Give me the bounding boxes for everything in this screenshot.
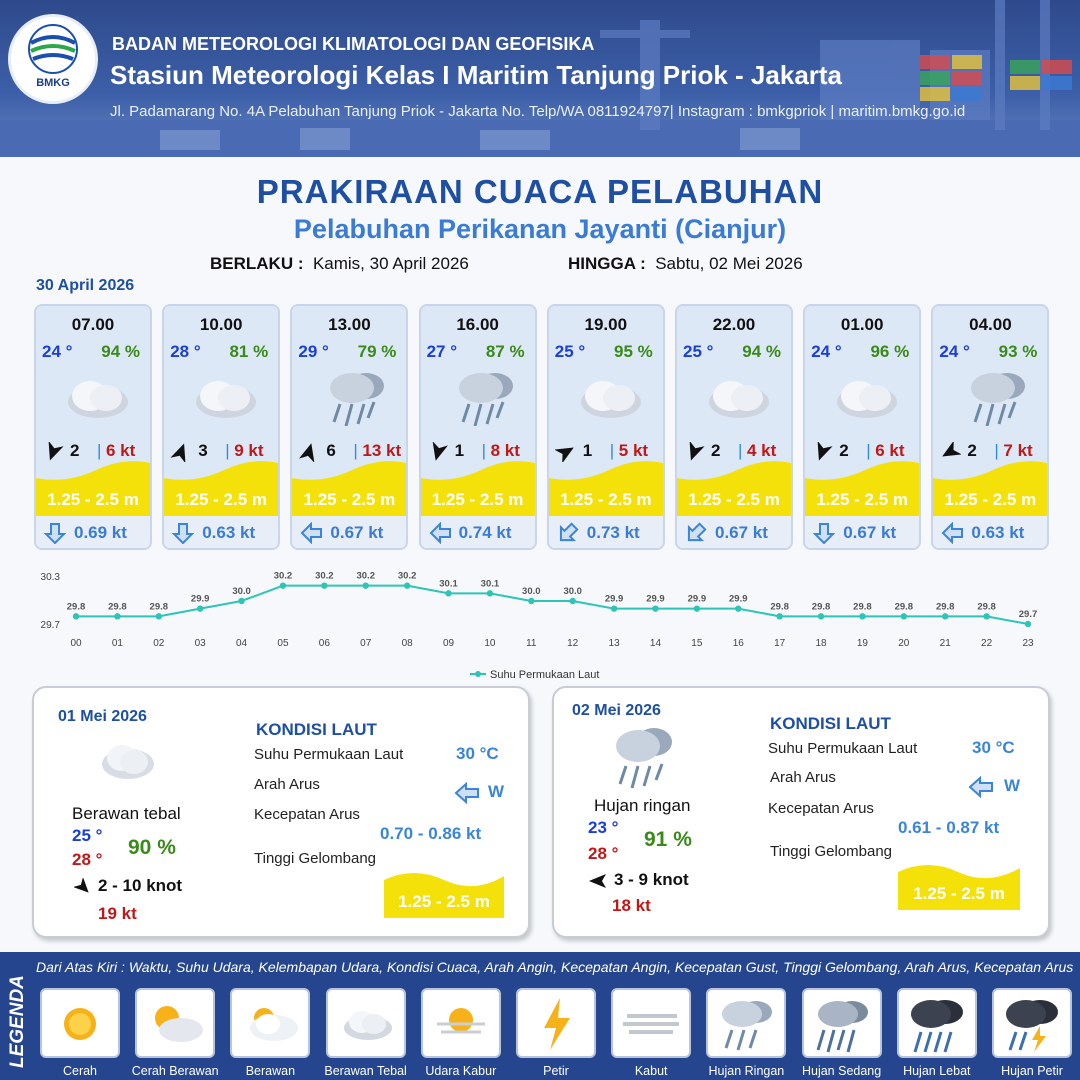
card-weather — [184, 366, 264, 426]
wave-height: 1.25 - 2.5 m — [431, 490, 524, 509]
sst-data-label: 30.1 — [480, 578, 500, 590]
current-speed: 0.73 kt — [586, 523, 640, 542]
sst-point — [735, 605, 741, 611]
sst-value: 30 °C — [456, 744, 499, 763]
sst-point — [363, 582, 369, 588]
sst-point — [818, 613, 824, 619]
current-arrow-icon — [300, 522, 322, 544]
wave-height: 1.25 - 2.5 m — [559, 490, 652, 509]
day-humidity: 90 % — [128, 836, 176, 859]
day-date: 02 Mei 2026 — [572, 702, 661, 719]
wave-value: 1.25 - 2.5 m — [913, 884, 1005, 903]
x-tick-label: 03 — [194, 638, 206, 649]
current-arrow-icon — [685, 522, 707, 544]
valid-from-value: Kamis, 30 April 2026 — [312, 254, 469, 273]
current-arrow-icon — [968, 776, 994, 798]
day-wind: 3 - 9 knot — [614, 870, 689, 889]
valid-from — [210, 254, 469, 274]
legend-label: Cerah Berawan — [131, 1064, 219, 1078]
card-time: 22.00 — [712, 315, 756, 334]
sst-point — [776, 613, 782, 619]
current-speed: 0.69 kt — [74, 523, 127, 542]
bmkg-emblem-icon — [11, 17, 95, 77]
sst-data-label: 29.8 — [935, 601, 955, 613]
cerah-icon — [42, 990, 118, 1056]
sst-data-label: 29.9 — [190, 593, 210, 605]
card-weather — [312, 366, 392, 426]
current-arrow-icon — [813, 522, 835, 544]
wind-gust: 9 kt — [234, 441, 264, 460]
current-arrow-icon — [941, 522, 963, 544]
current-speed-label: Kecepatan Arus — [254, 806, 360, 823]
x-tick-label: 12 — [567, 638, 579, 649]
legend-cerah-box — [40, 988, 120, 1058]
sst-point — [445, 590, 451, 596]
card-time: 13.00 — [328, 315, 371, 334]
legend-berawan-tebal-box — [326, 988, 406, 1058]
day-temp-max: 28 ° — [588, 844, 619, 863]
sst-point — [901, 613, 907, 619]
x-tick-label: 02 — [153, 638, 165, 649]
x-tick-label: 06 — [318, 638, 330, 649]
x-tick-label: 01 — [111, 638, 123, 649]
wind-gust: 4 kt — [747, 441, 777, 460]
legend-hujan-lebat-box — [897, 988, 977, 1058]
sst-point — [983, 613, 989, 619]
current-speed-label: Kecepatan Arus — [768, 800, 874, 817]
y-tick-label: 30.3 — [40, 572, 60, 583]
day-temp-min: 25 ° — [72, 826, 103, 845]
sst-point — [156, 613, 162, 619]
current-speed: 0.67 kt — [715, 523, 768, 542]
forecast-card-16.00 — [419, 304, 537, 550]
light-rain-icon — [312, 366, 392, 426]
day-date: 01 Mei 2026 — [58, 708, 147, 725]
sst-data-label: 30.0 — [563, 586, 582, 597]
wind-gust: 6 kt — [106, 441, 136, 460]
wind-speed: 1 — [454, 441, 465, 460]
sst-data-label: 29.8 — [66, 601, 86, 613]
cerah-berawan-icon — [137, 990, 213, 1056]
valid-from-label: BERLAKU : — [210, 254, 304, 273]
legend-label: Hujan Lebat — [903, 1064, 971, 1078]
sst-data-label: 29.8 — [977, 601, 996, 613]
sst-data-label: 30.0 — [522, 586, 541, 597]
card-time: 10.00 — [199, 315, 243, 334]
chart-legend-label: Suhu Permukaan Laut — [490, 669, 600, 681]
current-arrow-icon — [557, 522, 579, 544]
separator: | — [225, 441, 230, 460]
petir-icon — [518, 990, 594, 1056]
wind-speed: 2 — [839, 441, 849, 460]
card-current — [933, 516, 1047, 550]
legend-note: Dari Atas Kiri : Waktu, Suhu Udara, Kelembapan Udara, Kondisi Cuaca, Arah Angin, Kecepatan Angin, Kecepatan Gust, Tinggi Gelombang, Arah Arus, Kecepatan Arus — [36, 959, 1074, 975]
card-time: 07.00 — [71, 315, 115, 334]
card-current — [805, 516, 919, 550]
current-speed-value: 0.70 - 0.86 kt — [380, 824, 482, 843]
wind-speed: 1 — [582, 441, 593, 460]
card-temperature: 25 ° — [554, 342, 586, 361]
sst-point — [528, 598, 534, 604]
forecast-card-10.00 — [162, 304, 280, 550]
sst-point — [73, 613, 79, 619]
wind-arrow-icon — [588, 872, 608, 890]
wind-gust: 7 kt — [1003, 441, 1033, 460]
current-dir-value: W — [488, 782, 505, 801]
sst-data-label: 30.0 — [232, 586, 251, 597]
x-tick-label: 22 — [981, 638, 993, 649]
sst-data-label: 29.8 — [894, 601, 914, 613]
current-speed-value: 0.61 - 0.87 kt — [898, 818, 1000, 837]
sea-condition-title: KONDISI LAUT — [770, 714, 891, 733]
card-humidity: 94 % — [101, 342, 140, 361]
forecast-card-22.00 — [675, 304, 793, 550]
forecast-card-07.00 — [34, 304, 152, 550]
station-name: Stasiun Meteorologi Kelas I Maritim Tanjung Priok - Jakarta — [110, 60, 843, 90]
sst-data-label: 29.9 — [646, 593, 665, 605]
card-current — [421, 516, 535, 550]
current-speed: 0.67 kt — [330, 523, 384, 542]
valid-to — [568, 254, 803, 274]
legend-label: Kabut — [634, 1064, 668, 1078]
card-humidity: 79 % — [357, 342, 397, 361]
light-rain-icon — [953, 366, 1033, 426]
sst-data-label: 29.8 — [108, 601, 127, 613]
current-dir-value: W — [1004, 776, 1021, 795]
hujan-lebat-icon — [899, 990, 975, 1056]
x-tick-label: 19 — [856, 638, 868, 649]
x-tick-label: 23 — [1022, 638, 1034, 649]
wind-speed: 6 — [326, 441, 336, 460]
current-speed: 0.74 kt — [458, 523, 512, 542]
legend-label: Udara Kabur — [425, 1064, 497, 1078]
sst-point — [694, 605, 700, 611]
day-panel-2 — [552, 686, 1050, 938]
wind-speed: 3 — [198, 441, 208, 460]
legend-kabut-box — [611, 988, 691, 1058]
legend-petir-box — [516, 988, 596, 1058]
card-humidity: 93 % — [998, 342, 1038, 361]
station-address: Jl. Padamarang No. 4A Pelabuhan Tanjung Priok - Jakarta No. Telp/WA 0811924797| Instagram : bmkgpriok | maritim.bmkg.go.id — [110, 103, 966, 120]
day-wind: 2 - 10 knot — [98, 876, 183, 895]
sst-label: Suhu Permukaan Laut — [254, 746, 404, 763]
forecast-card-04.00 — [931, 304, 1049, 550]
card-temperature: 25 ° — [683, 342, 714, 361]
wind-speed: 2 — [711, 441, 721, 460]
current-arrow-icon — [44, 522, 66, 544]
sea-condition-title: KONDISI LAUT — [256, 720, 377, 739]
separator: | — [609, 441, 615, 460]
card-weather — [441, 366, 521, 426]
sst-point — [652, 605, 658, 611]
sst-data-label: 29.7 — [1018, 609, 1038, 620]
sst-point — [321, 582, 327, 588]
wind-gust: 6 kt — [875, 441, 905, 460]
sst-point — [611, 605, 617, 611]
berawan-icon — [232, 990, 308, 1056]
bmkg-logo — [8, 14, 98, 104]
wave-height: 1.25 - 2.5 m — [47, 490, 139, 509]
sst-data-label: 30.2 — [315, 570, 334, 582]
day-temp-max: 28 ° — [72, 850, 103, 869]
y-tick-label: 29.7 — [40, 620, 60, 631]
kabut-icon — [613, 990, 689, 1056]
day-condition: Berawan tebal — [72, 804, 181, 823]
day-humidity: 91 % — [644, 828, 692, 851]
x-tick-label: 09 — [442, 638, 455, 649]
sst-point — [487, 590, 493, 596]
card-time: 19.00 — [584, 315, 628, 334]
valid-to-value: Sabtu, 02 Mei 2026 — [655, 254, 803, 273]
current-arrow-icon — [454, 782, 480, 804]
sst-series-line — [76, 586, 1028, 624]
forecast-date: 30 April 2026 — [36, 277, 135, 294]
port-name: Pelabuhan Perikanan Jayanti (Cianjur) — [293, 214, 787, 244]
wind-speed: 2 — [70, 441, 80, 460]
light-rain-icon — [441, 366, 521, 426]
wave-height: 1.25 - 2.5 m — [303, 490, 396, 509]
sst-data-label: 30.2 — [397, 570, 417, 582]
current-dir-label: Arah Arus — [770, 769, 836, 786]
current-speed: 0.67 kt — [843, 523, 897, 542]
card-temperature: 29 ° — [298, 342, 329, 361]
x-tick-label: 08 — [401, 638, 413, 649]
x-tick-label: 15 — [691, 638, 703, 649]
card-temperature: 28 ° — [170, 342, 201, 361]
x-tick-label: 10 — [484, 638, 496, 649]
x-tick-label: 20 — [898, 638, 910, 649]
forecast-card-13.00 — [290, 304, 408, 550]
x-tick-label: 14 — [649, 638, 662, 649]
wave-label: Tinggi Gelombang — [254, 850, 377, 867]
x-tick-label: 18 — [815, 638, 827, 649]
page-title: PRAKIRAAN CUACA PELABUHAN — [256, 173, 824, 210]
card-weather — [569, 366, 649, 426]
separator: | — [481, 441, 487, 460]
card-weather — [56, 366, 136, 426]
chart-legend-marker — [475, 671, 481, 677]
x-tick-label: 21 — [939, 638, 951, 649]
card-temperature: 24 ° — [42, 342, 73, 361]
x-tick-label: 00 — [70, 638, 82, 649]
current-arrow-icon — [172, 522, 194, 544]
current-speed: 0.63 kt — [202, 523, 256, 542]
valid-to-label: HINGGA : — [568, 254, 646, 273]
sst-value: 30 °C — [972, 738, 1015, 757]
day-gust: 18 kt — [612, 896, 651, 915]
legend-label: Cerah — [62, 1064, 98, 1078]
legend-udara-kabur-box — [421, 988, 501, 1058]
sst-data-label: 30.1 — [439, 578, 458, 590]
current-speed: 0.63 kt — [971, 523, 1025, 542]
sst-data-label: 29.8 — [853, 601, 872, 613]
separator: | — [97, 441, 102, 460]
x-tick-label: 17 — [774, 638, 786, 649]
card-temperature: 27 ° — [426, 342, 458, 361]
card-current — [164, 516, 278, 550]
card-temperature: 24 ° — [811, 342, 842, 361]
wave-value: 1.25 - 2.5 m — [398, 892, 490, 911]
sst-point — [238, 598, 244, 604]
legend-berawan-box — [230, 988, 310, 1058]
cloud-icon — [569, 366, 649, 426]
separator: | — [353, 441, 358, 460]
card-weather — [697, 366, 777, 426]
cloud-icon — [56, 366, 136, 426]
card-humidity: 95 % — [614, 342, 653, 361]
day-panel-1 — [32, 686, 530, 938]
card-current — [549, 516, 663, 550]
sst-point — [280, 582, 286, 588]
sst-data-label: 29.8 — [770, 601, 789, 613]
sst-point — [569, 598, 575, 604]
wind-gust: 13 kt — [362, 441, 402, 460]
card-temperature: 24 ° — [939, 342, 970, 361]
legend-label: Berawan Tebal — [324, 1064, 407, 1078]
day-temp-min: 23 ° — [588, 818, 619, 837]
card-weather — [953, 366, 1033, 426]
wave-label: Tinggi Gelombang — [770, 843, 893, 860]
legend-label: Berawan — [245, 1064, 296, 1078]
sst-point — [197, 605, 203, 611]
hujan-sedang-icon — [804, 990, 880, 1056]
card-weather — [825, 366, 905, 426]
forecast-card-01.00 — [803, 304, 921, 550]
wind-gust: 5 kt — [618, 441, 649, 460]
card-humidity: 96 % — [870, 342, 910, 361]
x-tick-label: 07 — [360, 638, 372, 649]
separator: | — [866, 441, 871, 460]
berawan-tebal-icon — [328, 990, 404, 1056]
x-tick-label: 11 — [526, 638, 537, 649]
x-tick-label: 16 — [732, 638, 744, 649]
wind-arrow-icon — [74, 878, 92, 896]
sst-point — [942, 613, 948, 619]
sst-data-label: 29.9 — [604, 593, 624, 605]
legend-hujan-ringan-box — [706, 988, 786, 1058]
card-current — [677, 516, 791, 550]
header-banner — [0, 0, 1080, 157]
legend-hujan-sedang-box — [802, 988, 882, 1058]
card-humidity: 94 % — [742, 342, 781, 361]
legend-label: Hujan Ringan — [708, 1064, 785, 1078]
logo-label: BMKG — [36, 77, 70, 89]
day-condition: Hujan ringan — [594, 796, 691, 815]
legend-hujan-petir-box — [992, 988, 1072, 1058]
hujan-petir-icon — [994, 990, 1070, 1056]
legend-title-vertical — [2, 960, 30, 1072]
separator: | — [738, 441, 743, 460]
wave-height: 1.25 - 2.5 m — [816, 490, 909, 509]
legend-label: Hujan Petir — [1001, 1064, 1063, 1078]
x-tick-label: 04 — [236, 638, 248, 649]
agency-name: BADAN METEOROLOGI KLIMATOLOGI DAN GEOFISIKA — [112, 34, 595, 54]
wind-speed: 2 — [967, 441, 977, 460]
legend-label: Hujan Sedang — [801, 1064, 882, 1078]
cloud-icon — [96, 740, 156, 784]
sst-data-label: 29.8 — [149, 601, 169, 613]
hujan-ringan-icon — [708, 990, 784, 1056]
legend-title: LEGENDA — [7, 975, 28, 1068]
day-gust: 19 kt — [98, 904, 137, 923]
forecast-card-19.00 — [547, 304, 665, 550]
sst-data-label: 29.9 — [729, 593, 748, 605]
card-current — [36, 516, 150, 550]
wave-height: 1.25 - 2.5 m — [175, 490, 268, 509]
sst-point — [1025, 621, 1031, 627]
legend-cerah-berawan-box — [135, 988, 215, 1058]
x-tick-label: 05 — [277, 638, 289, 649]
sst-data-label: 30.2 — [356, 570, 375, 582]
x-tick-label: 13 — [608, 638, 620, 649]
sst-label: Suhu Permukaan Laut — [768, 740, 918, 757]
light-rain-icon — [608, 724, 680, 794]
cloud-icon — [825, 366, 905, 426]
card-humidity: 81 % — [229, 342, 269, 361]
card-humidity: 87 % — [485, 342, 525, 361]
cloud-icon — [184, 366, 264, 426]
sst-data-label: 29.8 — [811, 601, 831, 613]
wave-height: 1.25 - 2.5 m — [688, 490, 780, 509]
card-current — [292, 516, 406, 550]
current-dir-label: Arah Arus — [254, 776, 320, 793]
udara-kabur-icon — [423, 990, 499, 1056]
current-arrow-icon — [429, 522, 451, 544]
sst-point — [404, 582, 410, 588]
sst-point — [114, 613, 120, 619]
card-time: 04.00 — [969, 315, 1012, 334]
wind-gust: 8 kt — [490, 441, 520, 460]
separator: | — [994, 441, 999, 460]
card-time: 16.00 — [456, 315, 499, 334]
card-time: 01.00 — [840, 315, 884, 334]
sst-chart — [30, 560, 1050, 685]
wave-height: 1.25 - 2.5 m — [944, 490, 1037, 509]
cloud-icon — [697, 366, 777, 426]
sst-point — [859, 613, 865, 619]
sst-data-label: 29.9 — [687, 593, 707, 605]
legend-label: Petir — [543, 1064, 569, 1078]
sst-data-label: 30.2 — [273, 570, 293, 582]
